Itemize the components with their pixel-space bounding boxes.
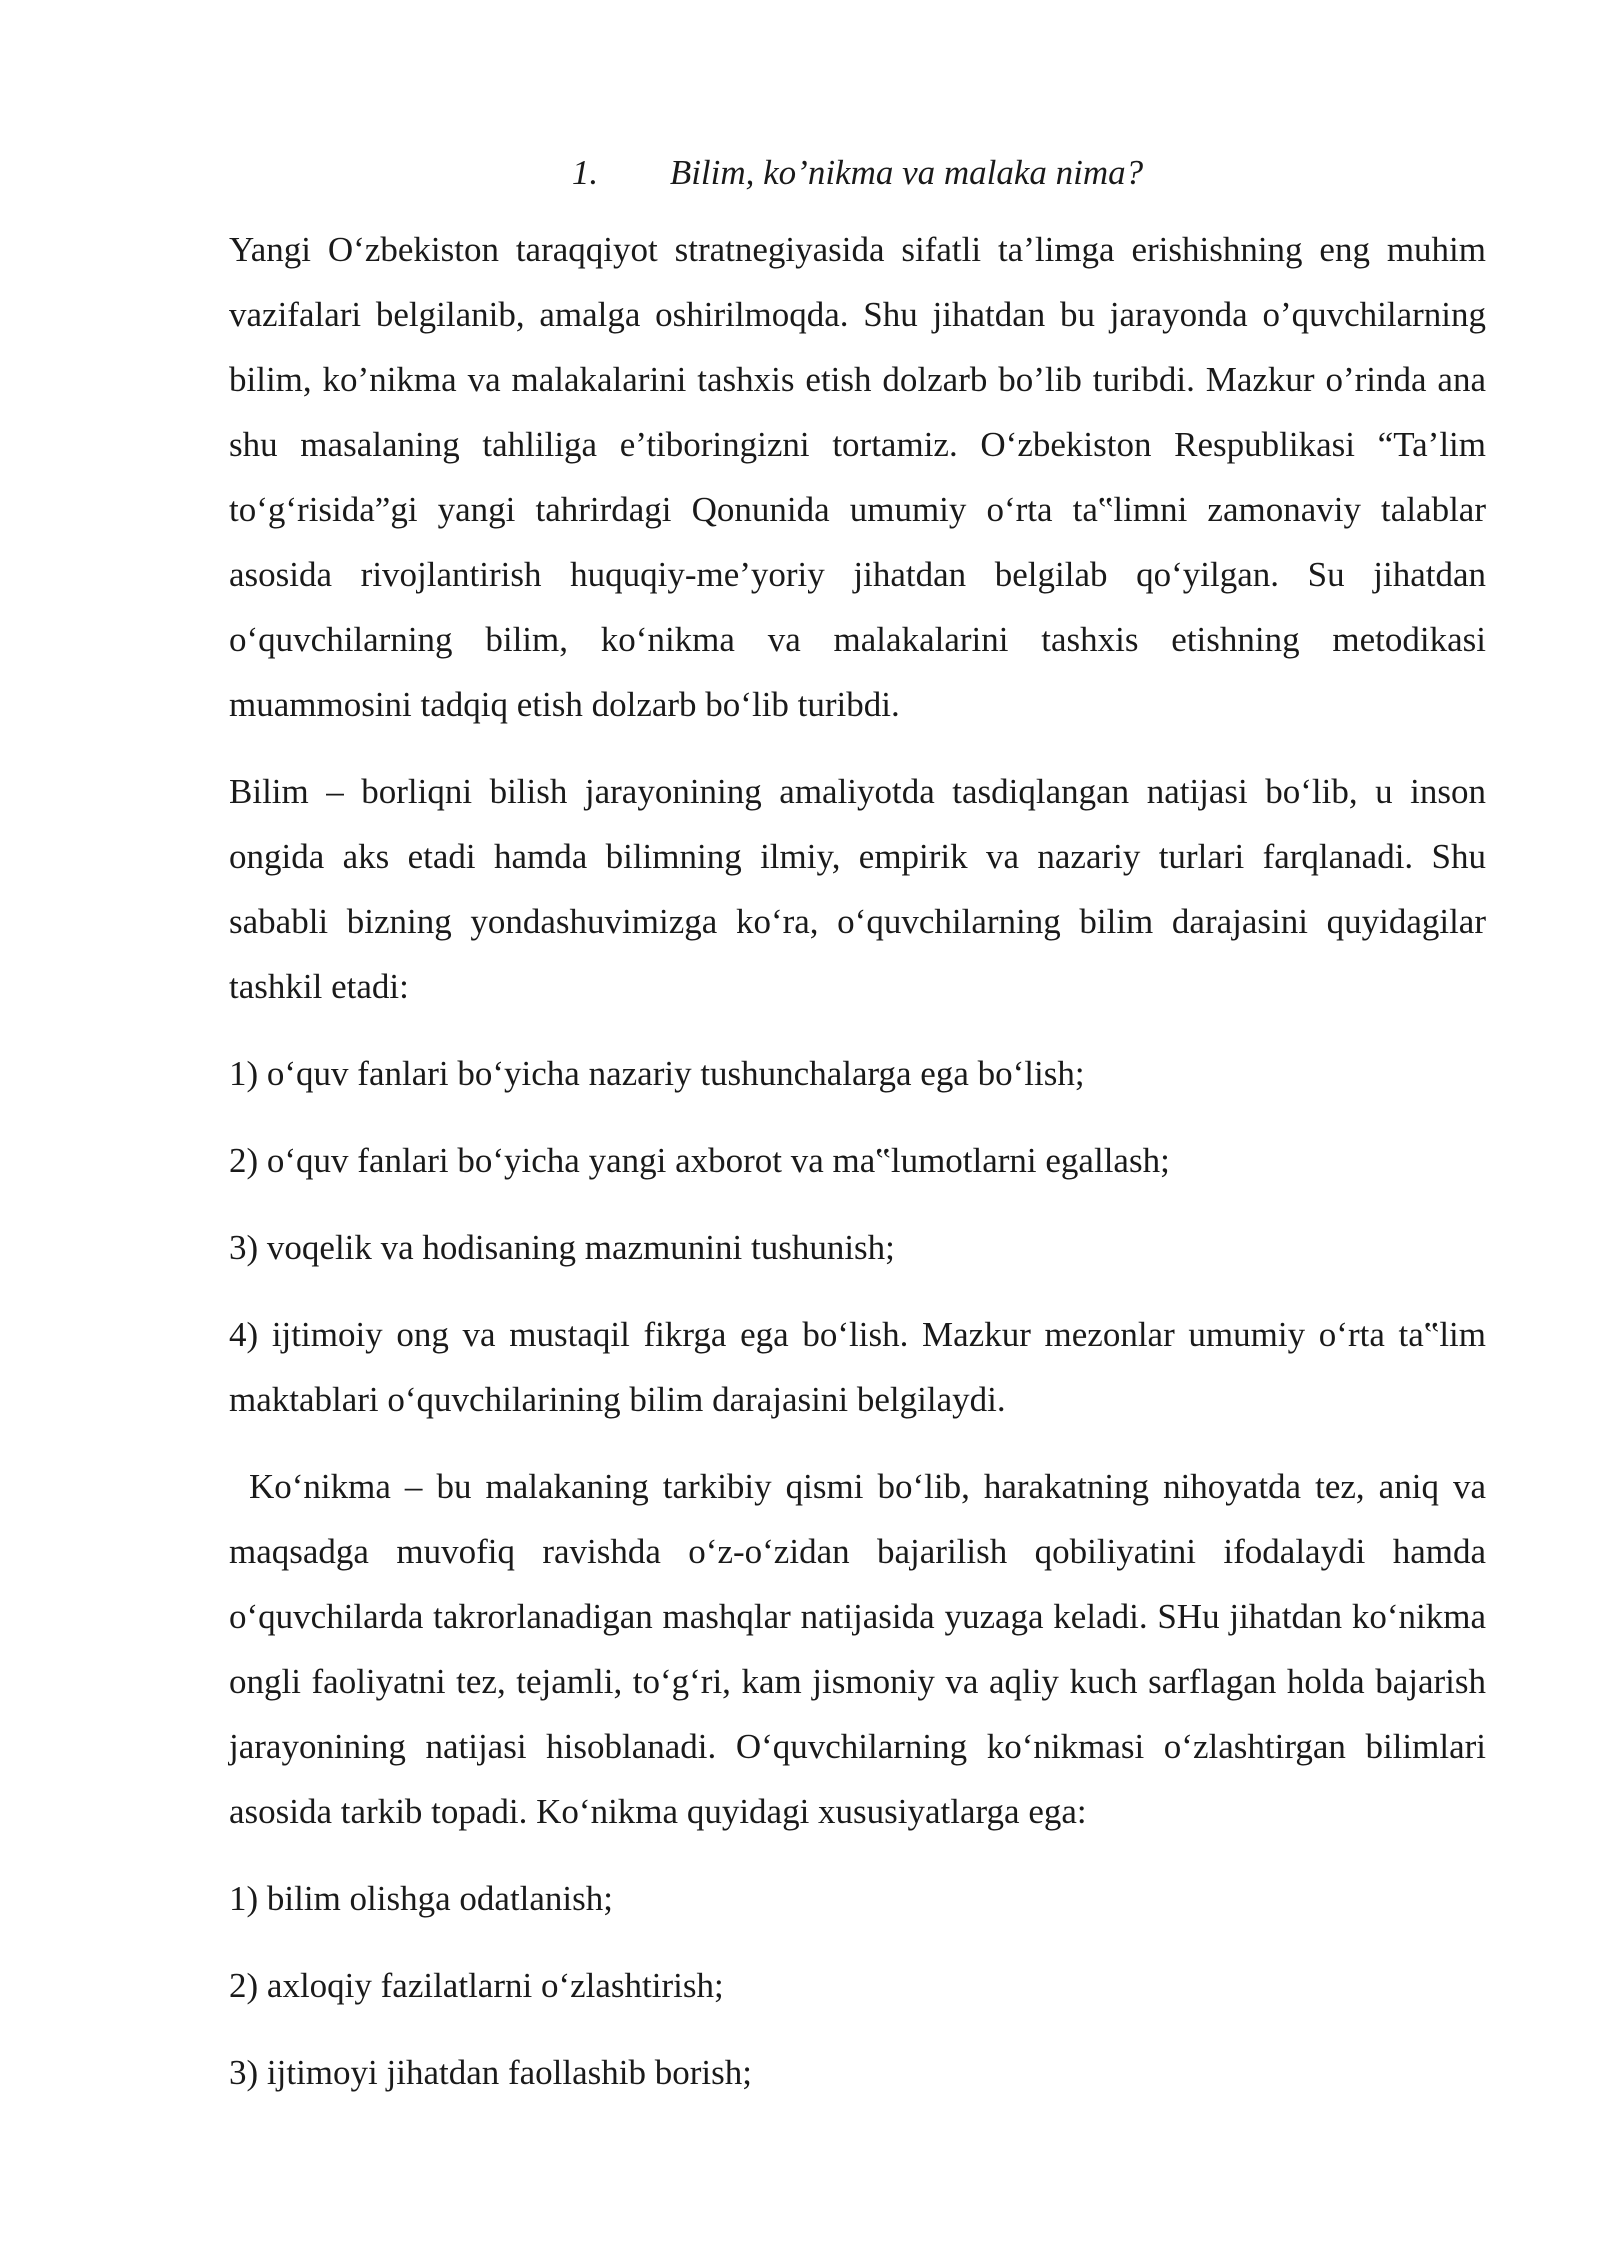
section-heading — [229, 140, 1486, 205]
bilim-definition-paragraph: Bilim – borliqni bilish jarayonining amaliyotda tasdiqlangan natijasi bo‘lib, u inson ongida aks etadi hamda bilimning ilmiy, empirik va nazariy turlari farqlanadi. Shu sababli bizning yondashuvimizga ko‘ra, o‘quvchilarning bilim darajasini quyidagilar tashkil etadi: — [229, 772, 1486, 1006]
document-body — [229, 140, 1486, 2127]
heading-title: Bilim, ko’nikma va malaka nima? — [669, 153, 1144, 192]
konikma-list-item-3: 3) ijtimoyi jihatdan faollashib borish; — [229, 2053, 752, 2092]
konikma-list-item-1: 1) bilim olishga odatlanish; — [229, 1879, 613, 1918]
bilim-list-item-1: 1) o‘quv fanlari bo‘yicha nazariy tushunchalarga ega bo‘lish; — [229, 1054, 1085, 1093]
bilim-list-item-4: 4) ijtimoiy ong va mustaqil fikrga ega bo‘lish. Mazkur mezonlar umumiy o‘rta ta‟lim maktablari o‘quvchilarining bilim darajasini belgilaydi. — [229, 1315, 1486, 1419]
heading-number: 1. — [571, 153, 599, 192]
konikma-definition-paragraph: Ko‘nikma – bu malakaning tarkibiy qismi bo‘lib, harakatning nihoyatda tez, aniq va maqsadga muvofiq ravishda o‘z-o‘zidan bajarilish qobiliyatini ifodalaydi hamda o‘quvchilarda takrorlanadigan mashqlar natijasida yuzaga keladi. SHu jihatdan ko‘nikma ongli faoliyatni tez, tejamli, to‘g‘ri, kam jismoniy va aqliy kuch sarflagan holda bajarish jarayonining natijasi hisoblanadi. O‘quvchilarning ko‘nikmasi o‘zlashtirgan bilimlari asosida tarkib topadi. Ko‘nikma quyidagi xususiyatlarga ega: — [229, 1467, 1486, 1831]
bilim-list-item-2: 2) o‘quv fanlari bo‘yicha yangi axborot va ma‟lumotlarni egallash; — [229, 1141, 1170, 1180]
bilim-list-item-3: 3) voqelik va hodisaning mazmunini tushunish; — [229, 1228, 895, 1267]
konikma-list-item-2: 2) axloqiy fazilatlarni o‘zlashtirish; — [229, 1966, 724, 2005]
intro-paragraph: Yangi O‘zbekiston taraqqiyot stratnegiyasida sifatli ta’limga erishishning eng muhim vazifalari belgilanib, amalga oshirilmoqda. Shu jihatdan bu jarayonda o’quvchilarning bilim, ko’nikma va malakalarini tashxis etish dolzarb bo’lib turibdi. Mazkur o’rinda ana shu masalaning tahliliga e’tiboringizni tortamiz. O‘zbekiston Respublikasi “Ta’lim to‘g‘risida”gi yangi tahrirdagi Qonunida umumiy o‘rta ta‟limni zamonaviy talablar asosida rivojlantirish huquqiy-me’yoriy jihatdan belgilab qo‘yilgan. Su jihatdan o‘quvchilarning bilim, ko‘nikma va malakalarini tashxis etishning metodikasi muammosini tadqiq etish dolzarb bo‘lib turibdi. — [229, 230, 1486, 724]
